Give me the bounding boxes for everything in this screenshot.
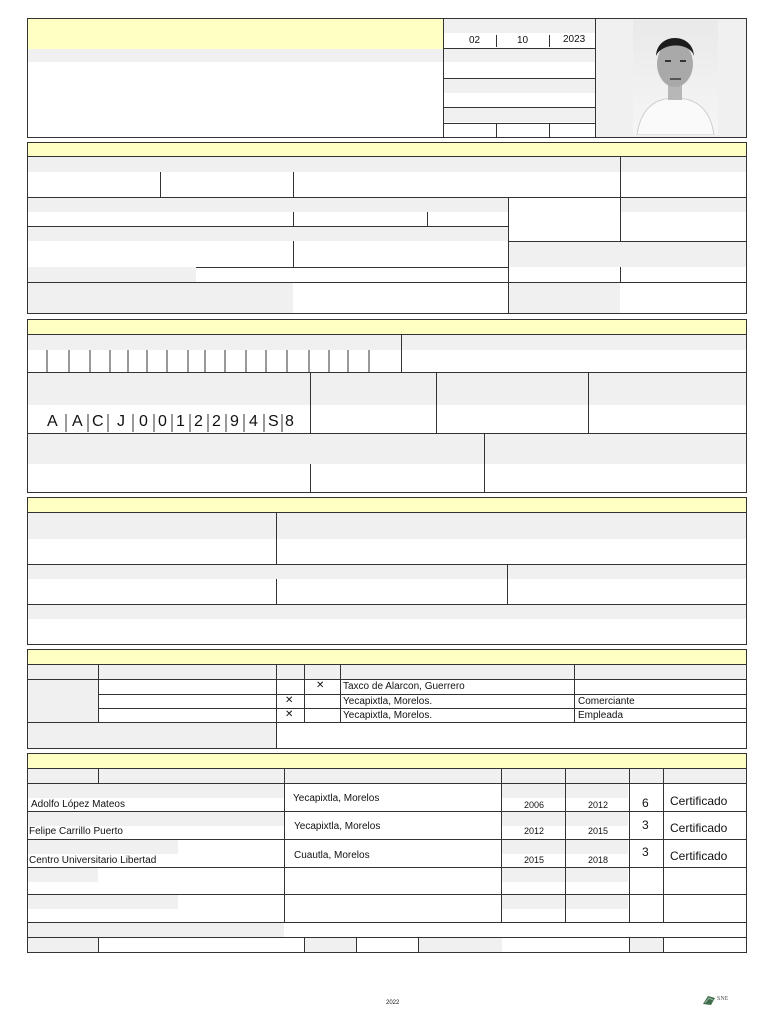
s6-v-11: [629, 938, 630, 952]
s5-label-col-1: [28, 680, 98, 722]
s6-line-r3: [28, 867, 746, 868]
s2-labels-2: [28, 198, 508, 212]
header-right-sep-1: [496, 123, 497, 137]
s6-v-9: [356, 938, 357, 952]
s5-v-5: [574, 665, 575, 722]
s6-v-4: [565, 769, 566, 922]
s4-labels-3: [28, 605, 746, 619]
education-3-school: Centro Universitario Libertad: [29, 855, 157, 866]
education-2-doc: Certificado: [670, 821, 728, 835]
curp-char: 2: [212, 413, 221, 430]
address-1-mark: ✕: [316, 680, 325, 691]
s3-v-3: [436, 373, 437, 433]
s5-v-2: [276, 665, 277, 748]
s6-row2-label: [28, 812, 284, 826]
s6-v-12: [663, 938, 664, 952]
footer-year: 2022: [386, 1000, 400, 1006]
s4-labels-1: [28, 513, 746, 539]
s4-v-2: [507, 565, 508, 604]
curp-char: 9: [230, 413, 239, 430]
s4-v-1: [276, 513, 277, 604]
header-right-band-2: [444, 79, 595, 93]
ticks-graphic: [28, 350, 400, 372]
section-5-title: [28, 650, 746, 664]
s2-v-1: [620, 157, 621, 197]
header-right-sep-2: [549, 123, 550, 137]
s6-footer-label-2: [28, 938, 98, 952]
education-3-to: 2018: [588, 855, 609, 865]
header-title-band: [28, 19, 443, 49]
address-2-mark: ✕: [285, 695, 294, 706]
date-sep-1: [496, 35, 497, 47]
curp-char: 2: [194, 413, 203, 430]
s6-footer-label-3: [304, 938, 356, 952]
education-2-place: Yecapixtla, Morelos: [294, 821, 381, 832]
s2-labels-5b: [509, 283, 620, 313]
s6-line-r6: [28, 937, 746, 938]
section-3-title: [28, 320, 746, 334]
s5-line-r2: [28, 694, 746, 695]
education-3-doc: Certificado: [670, 849, 728, 863]
education-3-place: Cuautla, Morelos: [294, 850, 370, 861]
s6-v-2: [284, 769, 285, 922]
s6-v-1: [98, 769, 99, 783]
header-subband: [28, 49, 443, 62]
s3-v-5: [484, 434, 485, 492]
curp-char: 8: [285, 413, 294, 430]
s6-row1-label: [28, 784, 284, 798]
person-icon: [633, 20, 718, 135]
s3-labels-3: [28, 434, 746, 464]
s3-labels-2: [28, 373, 746, 405]
address-1-place: Taxco de Alarcon, Guerrero: [343, 681, 465, 692]
education-1-from: 2006: [524, 800, 545, 810]
education-3-from: 2015: [524, 855, 545, 865]
s2-labels-1: [28, 157, 746, 172]
sne-logo-text: SNE: [717, 996, 729, 1002]
date-day: 02: [469, 35, 481, 46]
s3-char-ticks: [28, 350, 400, 372]
curp-char: 1: [176, 413, 185, 430]
header-right-band-1: [444, 49, 595, 62]
curp-char: S: [268, 413, 279, 430]
applicant-photo: [633, 20, 718, 135]
s2-labels-5: [28, 283, 293, 313]
education-2-from: 2012: [524, 826, 545, 836]
curp-char: A: [72, 413, 83, 430]
s3-v-1: [401, 335, 402, 372]
s6-row4-label: [28, 868, 98, 882]
education-1-to: 2012: [588, 800, 609, 810]
curp-char: A: [47, 413, 58, 430]
curp-char: 4: [249, 413, 258, 430]
s5-line-r3: [28, 708, 746, 709]
s6-line-r2: [28, 839, 746, 840]
s3-labels-1: [28, 335, 746, 350]
address-3-place: Yecapixtla, Morelos.: [343, 710, 433, 721]
education-1-doc: Certificado: [670, 794, 728, 808]
education-1-school: Adolfo López Mateos: [31, 799, 125, 810]
s5-line-r1: [28, 679, 746, 680]
education-2-school: Felipe Carrillo Puerto: [29, 826, 123, 837]
education-1-place: Yecapixtla, Morelos: [293, 793, 380, 804]
s2-labels-3b: [509, 242, 746, 267]
s6-v-8: [304, 938, 305, 952]
address-3-mark: ✕: [285, 709, 294, 720]
section-6-title: [28, 754, 746, 768]
s6-v-7: [98, 938, 99, 952]
s6-v-10: [418, 938, 419, 952]
s2-v-7: [427, 212, 428, 226]
curp-field: [28, 413, 310, 433]
s2-v-2: [160, 172, 161, 197]
s4-labels-2: [28, 565, 746, 579]
s6-footer-label-5: [629, 938, 663, 952]
s6-line-r5: [28, 922, 746, 923]
address-3-occupation: Empleada: [578, 710, 624, 721]
education-1-years: 6: [642, 796, 649, 810]
s2-labels-4: [28, 267, 196, 282]
s6-v-3: [501, 769, 502, 922]
curp-separators: [28, 413, 310, 433]
s6-row5-label: [28, 895, 178, 909]
date-year: 2023: [563, 34, 586, 45]
footer-logo: [702, 994, 736, 1008]
curp-char: J: [117, 413, 125, 430]
address-2-occupation: Comerciante: [578, 696, 635, 707]
s2-labels-2b: [621, 198, 746, 212]
s5-v-1: [98, 665, 99, 722]
curp-char: 0: [139, 413, 148, 430]
s5-head: [28, 665, 746, 679]
address-2-place: Yecapixtla, Morelos.: [343, 696, 433, 707]
s2-v-3: [293, 172, 294, 197]
date-label-band: [444, 19, 595, 33]
s6-line-r1: [28, 811, 746, 812]
education-2-to: 2015: [588, 826, 609, 836]
s6-v-6: [663, 769, 664, 922]
s2-line-e: [196, 267, 508, 268]
s3-v-4: [588, 373, 589, 433]
date-month: 10: [517, 35, 529, 46]
s5-v-4: [340, 665, 341, 722]
section-4-title: [28, 498, 746, 512]
date-sep-2: [549, 35, 550, 47]
s5-footer-label: [28, 723, 276, 748]
s2-labels-3: [28, 227, 508, 241]
s6-footer-label-4: [418, 938, 502, 952]
s6-head: [28, 769, 746, 783]
curp-char: C: [92, 413, 104, 430]
header-right-band-3: [444, 108, 595, 122]
s6-line-r4: [28, 894, 746, 895]
s5-v-3: [304, 665, 305, 722]
header-right-line-3: [444, 123, 595, 124]
sne-logo-icon: [702, 994, 716, 1006]
education-2-years: 3: [642, 818, 649, 832]
curp-char: 0: [158, 413, 167, 430]
s6-row3-label: [28, 840, 178, 854]
section-2-title: [28, 143, 746, 156]
s6-v-5: [629, 769, 630, 922]
education-3-years: 3: [642, 845, 649, 859]
s6-footer-label-1: [28, 923, 284, 937]
